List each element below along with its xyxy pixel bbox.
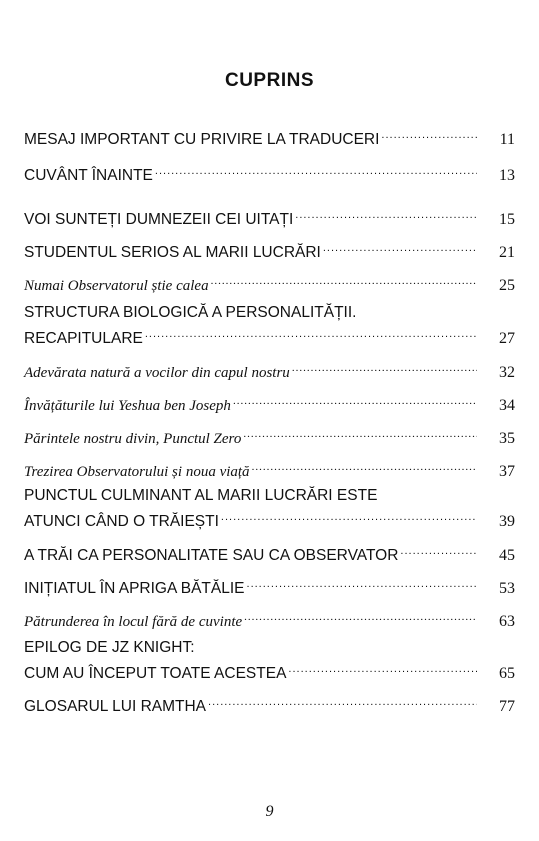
toc-entry (24, 237, 515, 263)
toc-entry (24, 390, 515, 416)
toc-entry (24, 357, 515, 383)
toc-entry (24, 423, 515, 449)
toc-line (24, 237, 515, 263)
toc-entry-page: 32 (499, 364, 515, 381)
toc-entry-title: GLOSARUL LUI RAMTHA (24, 698, 207, 715)
toc-leader-dots (295, 204, 477, 224)
toc-entry (24, 204, 515, 230)
toc-entry-page: 39 (499, 513, 515, 530)
toc-line (24, 658, 515, 684)
toc-entry-page: 35 (499, 430, 515, 447)
toc-entry (24, 606, 515, 632)
toc-line (24, 506, 515, 532)
toc-entry (24, 540, 515, 566)
toc-entry-page: 53 (499, 580, 515, 597)
toc-entry-page: 63 (499, 613, 515, 630)
toc-entry-title: MESAJ IMPORTANT CU PRIVIRE LA TRADUCERI (24, 131, 380, 148)
toc-entry-page: 27 (499, 330, 515, 347)
toc-entry-title: ATUNCI CÂND O TRĂIEȘTI (24, 513, 219, 530)
toc-entry (24, 456, 515, 482)
toc-leader-dots (145, 323, 477, 343)
toc-entry-page: 45 (499, 547, 515, 564)
toc-line (24, 390, 515, 416)
toc-line (24, 270, 515, 296)
toc-entry-page: 21 (499, 244, 515, 261)
toc-line (24, 160, 515, 186)
toc-leader-dots (221, 506, 477, 526)
toc-entry-title: STUDENTUL SERIOS AL MARII LUCRĂRI (24, 244, 321, 261)
toc-entry-title-line1: STRUCTURA BIOLOGICĂ A PERSONALITĂȚII. (24, 304, 357, 321)
toc-entry-page: 15 (499, 211, 515, 228)
toc-entry-title: A TRĂI CA PERSONALITATE SAU CA OBSERVATOR (24, 547, 399, 564)
toc-entry-page: 65 (499, 665, 515, 682)
toc-entry-title: CUVÂNT ÎNAINTE (24, 167, 153, 184)
toc-entry (24, 160, 515, 186)
toc-leader-dots (208, 691, 477, 711)
toc-leader-dots (252, 456, 477, 476)
toc-entry-page: 13 (499, 167, 515, 184)
toc-entry-page: 37 (499, 463, 515, 480)
toc-entry (24, 486, 515, 532)
toc-leader-dots (243, 423, 477, 443)
toc-leader-dots (247, 573, 477, 593)
toc-entry-title: RECAPITULARE (24, 330, 143, 347)
toc-line (24, 357, 515, 383)
toc-leader-dots (233, 390, 477, 410)
toc-entry (24, 691, 515, 717)
toc-entry (24, 270, 515, 296)
toc-line (24, 456, 515, 482)
toc-line (24, 573, 515, 599)
page-number: 9 (265, 803, 274, 820)
toc-entry-title-line1: EPILOG DE JZ KNIGHT: (24, 639, 195, 656)
toc-entry (24, 573, 515, 599)
toc-line (24, 691, 515, 717)
toc-leader-dots (244, 606, 477, 626)
toc-line (24, 124, 515, 150)
toc-entry-page: 11 (499, 131, 515, 148)
toc-line (24, 423, 515, 449)
toc-entry-page: 77 (499, 698, 515, 715)
toc-leader-dots (323, 237, 477, 257)
toc-entry-title: Adevărata natură a vocilor din capul nostru (24, 365, 290, 381)
toc-entry-title: Pătrunderea în locul fără de cuvinte (24, 614, 243, 630)
page-title: CUPRINS (224, 70, 314, 91)
toc-entry-title: CUM AU ÎNCEPUT TOATE ACESTEA (24, 665, 287, 682)
toc-entry-page: 34 (499, 397, 515, 414)
toc-entry-title: Părintele nostru divin, Punctul Zero (24, 431, 242, 447)
toc-leader-dots (211, 270, 477, 290)
toc-entry-title: VOI SUNTEȚI DUMNEZEII CEI UITAȚI (24, 211, 294, 228)
toc-leader-dots (155, 160, 477, 180)
toc-entry-title: INIȚIATUL ÎN APRIGA BĂTĂLIE (24, 580, 245, 597)
toc-entry-title: Învățăturile lui Yeshua ben Joseph (24, 398, 231, 414)
toc-entry-title-line1: PUNCTUL CULMINANT AL MARII LUCRĂRI ESTE (24, 487, 378, 504)
toc-line (24, 540, 515, 566)
toc-leader-dots (400, 540, 477, 560)
toc-line (24, 323, 515, 349)
toc-leader-dots (381, 124, 477, 144)
toc-line (24, 204, 515, 230)
toc-leader-dots (292, 357, 477, 377)
toc-entry (24, 124, 515, 150)
toc-entry-title: Trezirea Observatorului și noua viață (24, 464, 250, 480)
toc-entry-title: Numai Observatorul știe calea (24, 278, 209, 294)
toc-line (24, 606, 515, 632)
toc-entry (24, 303, 515, 349)
toc-entry-page: 25 (499, 277, 515, 294)
toc-entry (24, 638, 515, 684)
toc-leader-dots (288, 658, 477, 678)
